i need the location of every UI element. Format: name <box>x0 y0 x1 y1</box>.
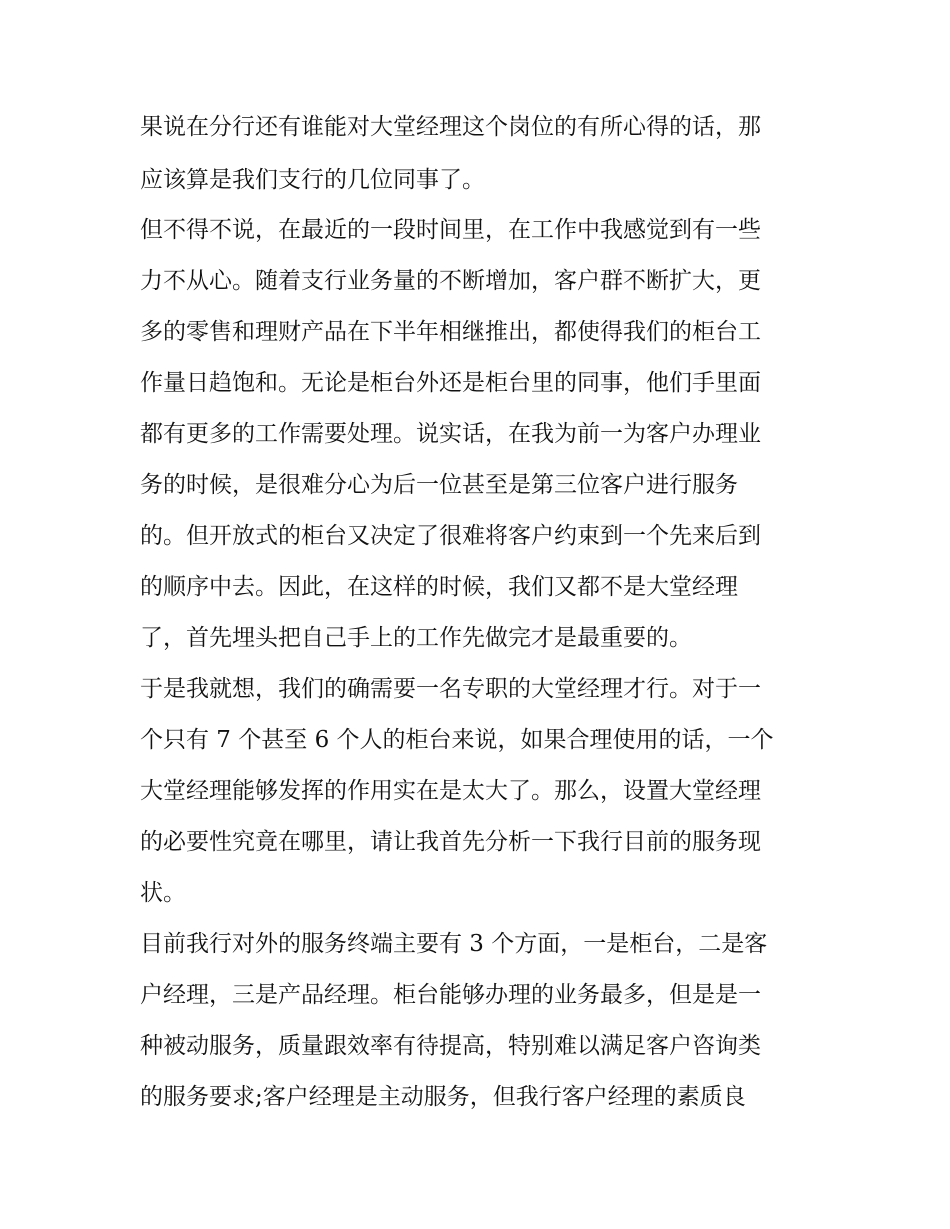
text-line: 但不得不说，在最近的一段时间里，在工作中我感觉到有一些 <box>140 217 761 243</box>
text-line: 的必要性究竟在哪里，请让我首先分析一下我行目前的服务现 <box>140 829 761 855</box>
text-line: 务的时候，是很难分心为后一位甚至是第三位客户进行服务 <box>140 472 738 498</box>
text-line: 种被动服务，质量跟效率有待提高，特别难以满足客户咨询类 <box>140 1033 761 1059</box>
text-line: 了，首先埋头把自己手上的工作先做完才是最重要的。 <box>140 625 692 651</box>
text-line: 状。 <box>140 880 186 906</box>
text-line: 应该算是我们支行的几位同事了。 <box>140 167 485 193</box>
text-line: 大堂经理能够发挥的作用实在是太大了。那么，设置大堂经理 <box>140 778 761 804</box>
text-line: 于是我就想，我们的确需要一名专职的大堂经理才行。对于一 <box>140 676 761 702</box>
text-line: 作量日趋饱和。无论是柜台外还是柜台里的同事，他们手里面 <box>140 370 761 396</box>
text-line: 力不从心。随着支行业务量的不断增加，客户群不断扩大，更 <box>140 268 761 294</box>
text-line: 的顺序中去。因此，在这样的时候，我们又都不是大堂经理 <box>140 574 738 600</box>
text-line: 多的零售和理财产品在下半年相继推出，都使得我们的柜台工 <box>140 319 761 345</box>
text-line: 的。但开放式的柜台又决定了很难将客户约束到一个先来后到 <box>140 523 761 549</box>
text-line: 个只有 7 个甚至 6 个人的柜台来说，如果合理使用的话，一个 <box>140 727 774 753</box>
text-line: 的服务要求;客户经理是主动服务，但我行客户经理的素质良 <box>140 1084 746 1110</box>
text-line: 目前我行对外的服务终端主要有 3 个方面，一是柜台，二是客 <box>140 931 768 957</box>
text-line: 都有更多的工作需要处理。说实话，在我为前一为客户办理业 <box>140 421 761 447</box>
text-line: 果说在分行还有谁能对大堂经理这个岗位的有所心得的话，那 <box>140 114 761 140</box>
text-line: 户经理，三是产品经理。柜台能够办理的业务最多，但是是一 <box>140 982 761 1008</box>
